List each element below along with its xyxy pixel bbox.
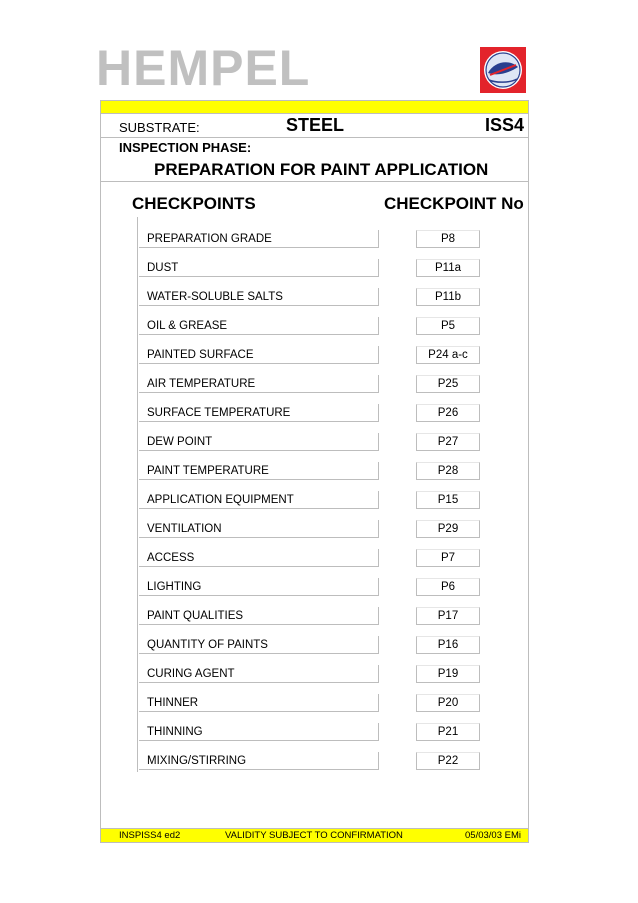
checkpoint-name: QUANTITY OF PAINTS: [139, 636, 379, 654]
checkpoint-number: P7: [416, 549, 480, 567]
footer-date-initials: 05/03/03 EMi: [465, 830, 521, 841]
checkpoint-number: P26: [416, 404, 480, 422]
checkpoint-row: [101, 723, 528, 752]
checkpoint-name: VENTILATION: [139, 520, 379, 538]
substrate-label: SUBSTRATE:: [119, 120, 200, 135]
checkpoint-name: SURFACE TEMPERATURE: [139, 404, 379, 422]
checkpoint-number: P24 a-c: [416, 346, 480, 364]
checkpoint-name: DUST: [139, 259, 379, 277]
checkpoint-number: P5: [416, 317, 480, 335]
checkpoint-number: P6: [416, 578, 480, 596]
checkpoint-number: P21: [416, 723, 480, 741]
checkpoint-row: [101, 636, 528, 665]
checkpoint-name: THINNING: [139, 723, 379, 741]
checkpoint-row: [101, 375, 528, 404]
checkpoint-number: P8: [416, 230, 480, 248]
checkpoint-row: [101, 288, 528, 317]
checkpoint-number: P28: [416, 462, 480, 480]
checkpoint-name: PREPARATION GRADE: [139, 230, 379, 248]
checkpoint-name: MIXING/STIRRING: [139, 752, 379, 770]
checkpoint-name: PAINT TEMPERATURE: [139, 462, 379, 480]
checkpoint-number: P22: [416, 752, 480, 770]
checkpoint-row: [101, 491, 528, 520]
footer-validity: VALIDITY SUBJECT TO CONFIRMATION: [225, 830, 403, 841]
checkpoint-row: [101, 404, 528, 433]
inspection-phase-row: [101, 138, 528, 182]
checkpoint-row: [101, 549, 528, 578]
checkpoint-row: [101, 665, 528, 694]
checkpoint-name: APPLICATION EQUIPMENT: [139, 491, 379, 509]
checkpoints-column-header: CHECKPOINTS: [132, 194, 256, 213]
checkpoint-number: P11b: [416, 288, 480, 306]
checkpoint-name: ACCESS: [139, 549, 379, 567]
checkpoint-row: [101, 578, 528, 607]
checkpoint-row: [101, 694, 528, 723]
footer-doc-id: INSPISS4 ed2: [119, 830, 181, 841]
checkpoint-row: [101, 230, 528, 259]
substrate-row: [101, 114, 528, 138]
brand-logo-text: HEMPEL: [96, 40, 311, 96]
checkpoint-name: DEW POINT: [139, 433, 379, 451]
checkpoint-row: [101, 433, 528, 462]
checkpoint-row: [101, 259, 528, 288]
checkpoint-name: AIR TEMPERATURE: [139, 375, 379, 393]
checkpoint-list: [101, 230, 528, 781]
checkpoint-number: P19: [416, 665, 480, 683]
checkpoint-name: OIL & GREASE: [139, 317, 379, 335]
inspection-phase-title: PREPARATION FOR PAINT APPLICATION: [154, 160, 489, 179]
checkpoint-row: [101, 752, 528, 781]
checkpoint-name: PAINTED SURFACE: [139, 346, 379, 364]
company-seal-icon: [480, 47, 526, 93]
substrate-value: STEEL: [286, 115, 345, 135]
checkpoint-number: P29: [416, 520, 480, 538]
checkpoint-number: P11a: [416, 259, 480, 277]
header-highlight-bar: [101, 101, 528, 114]
checkpoint-number: P20: [416, 694, 480, 712]
checkpoint-row: [101, 462, 528, 491]
inspection-phase-label: INSPECTION PHASE:: [119, 140, 252, 155]
checkpoint-number: P17: [416, 607, 480, 625]
checkpoint-row: [101, 317, 528, 346]
inspection-sheet: [100, 100, 529, 843]
checkpoint-number: P15: [416, 491, 480, 509]
checkpoint-row: [101, 607, 528, 636]
checkpoint-name: PAINT QUALITIES: [139, 607, 379, 625]
checkpoint-number: P16: [416, 636, 480, 654]
footer-bar: [101, 828, 528, 842]
checkpoint-number: P25: [416, 375, 480, 393]
checkpoint-number-column-header: CHECKPOINT No: [384, 194, 524, 213]
checkpoint-name: WATER-SOLUBLE SALTS: [139, 288, 379, 306]
sheet-code: ISS4: [484, 115, 524, 135]
checkpoint-name: LIGHTING: [139, 578, 379, 596]
checkpoint-name: CURING AGENT: [139, 665, 379, 683]
checkpoint-row: [101, 346, 528, 375]
checkpoint-row: [101, 520, 528, 549]
checkpoint-number: P27: [416, 433, 480, 451]
checkpoint-name: THINNER: [139, 694, 379, 712]
